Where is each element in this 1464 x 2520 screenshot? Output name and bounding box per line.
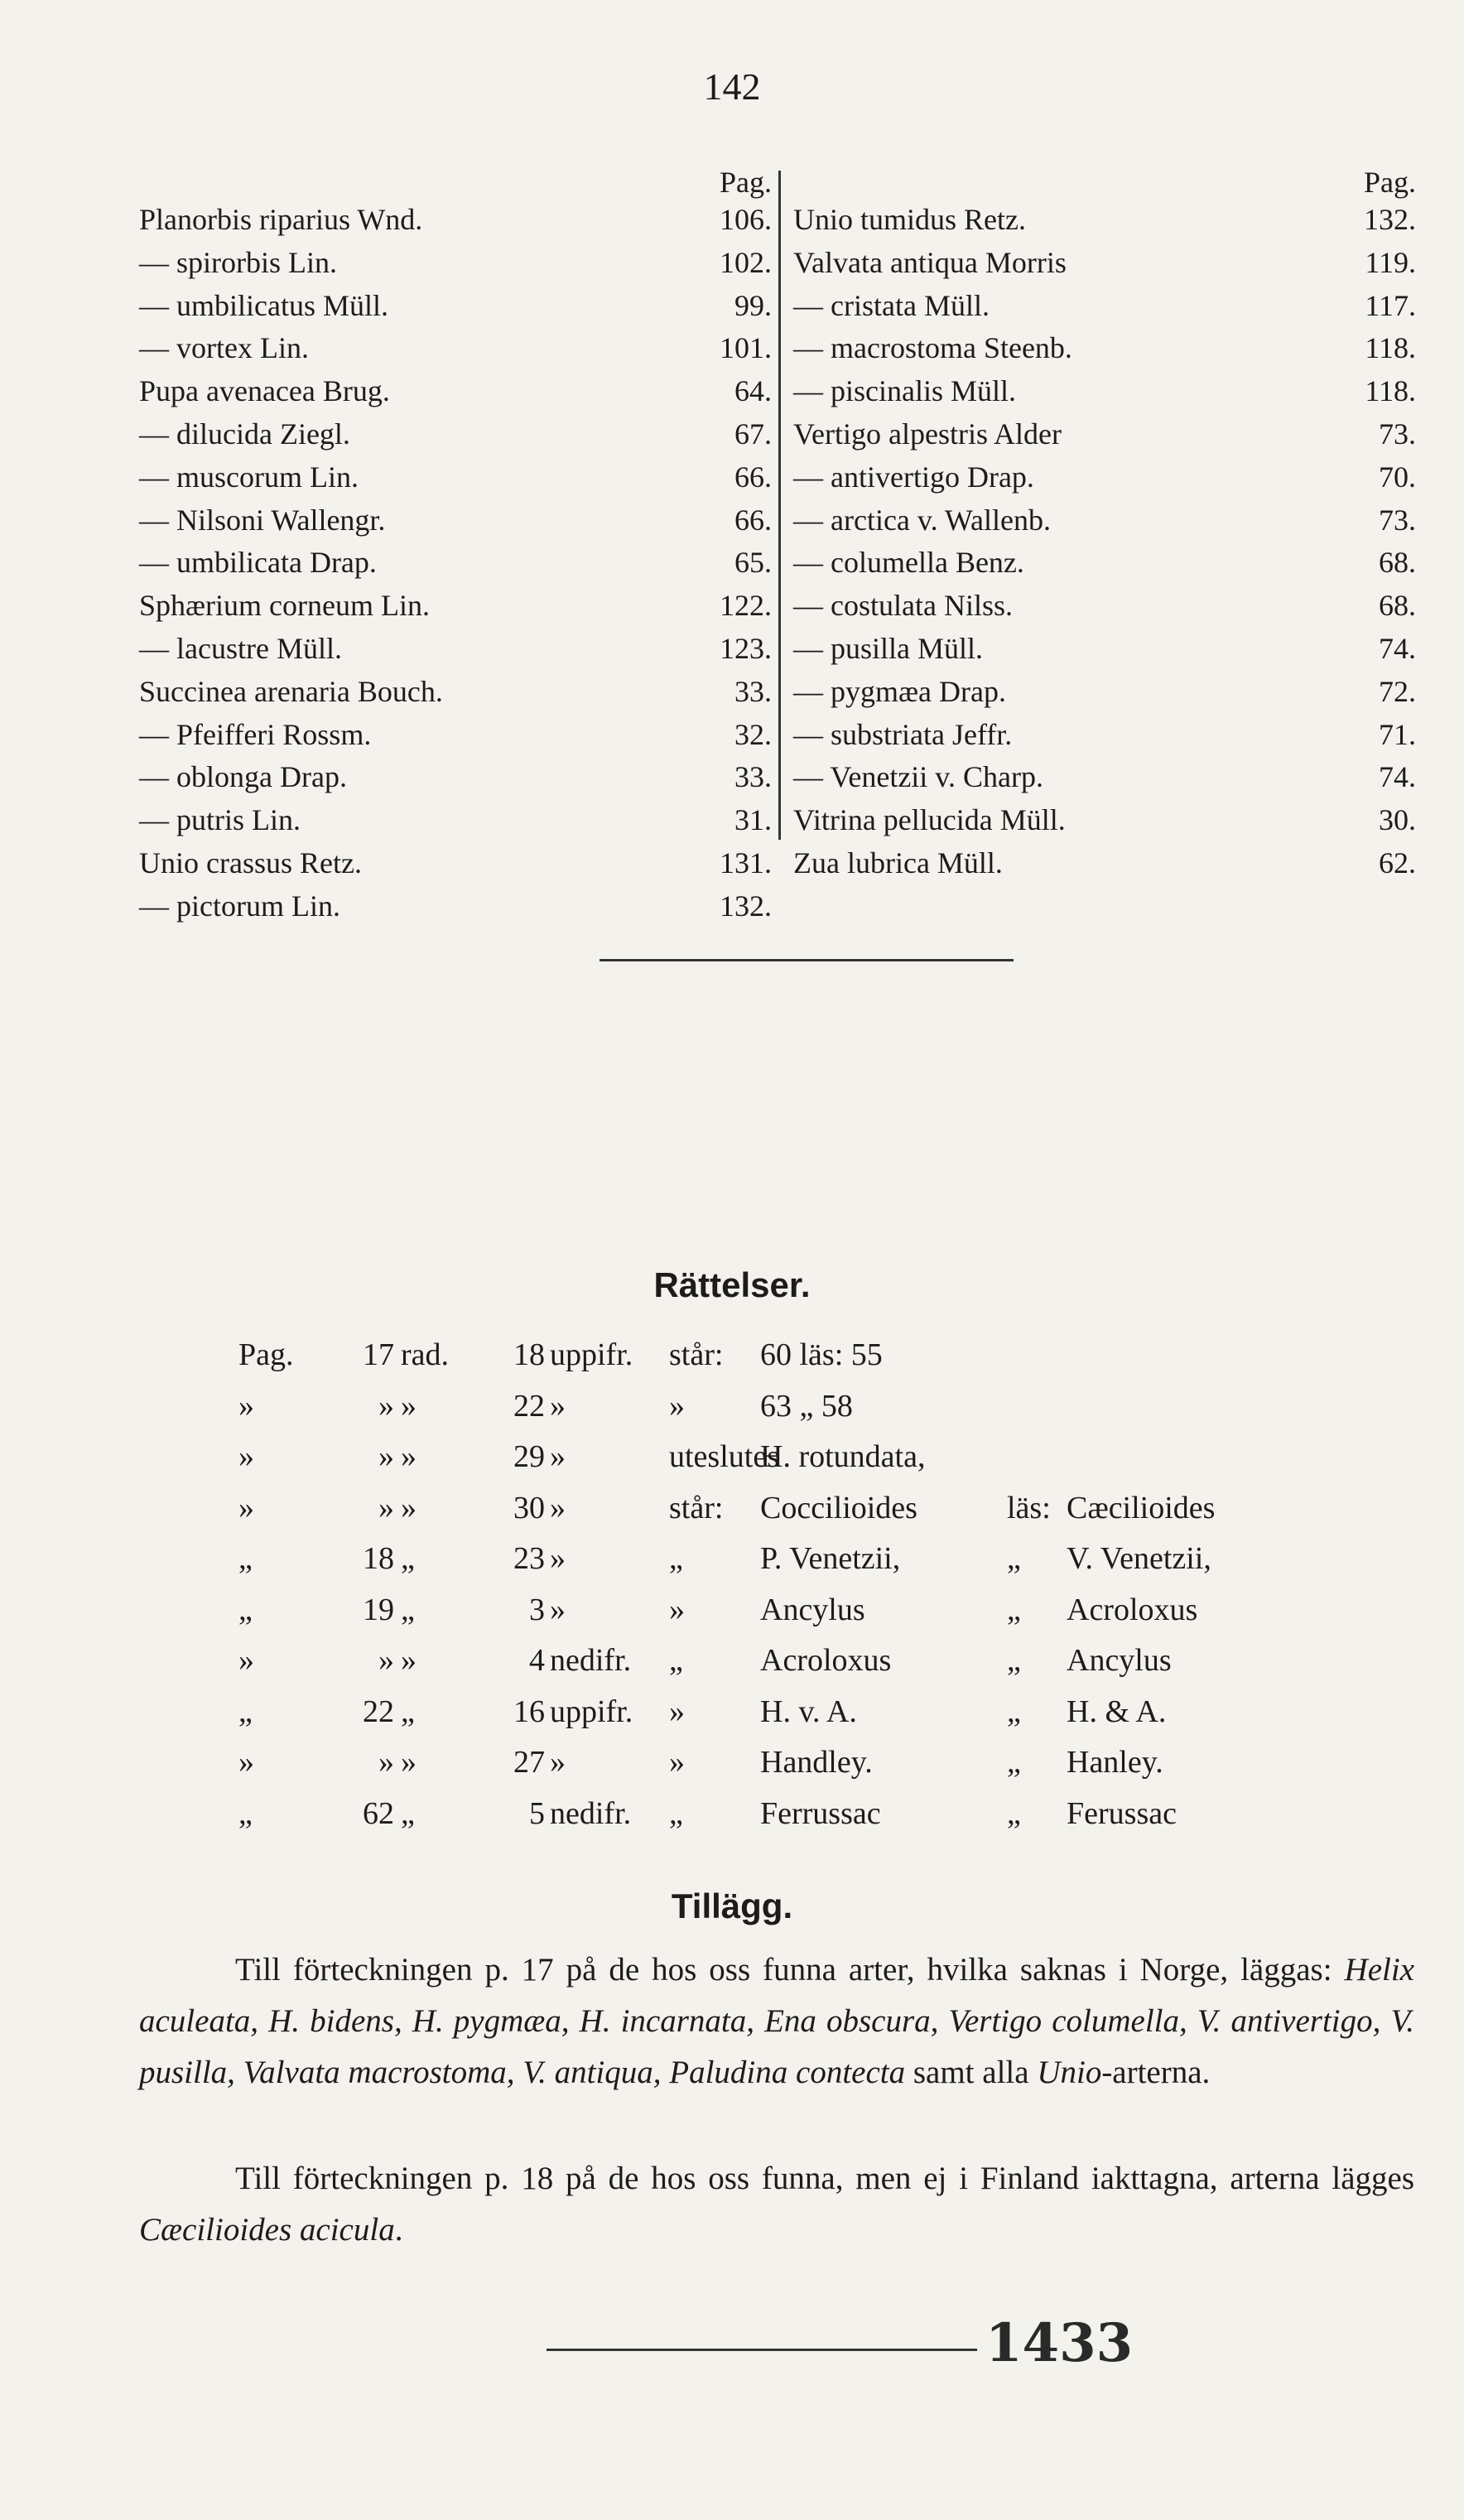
errata-cell: » [401, 1745, 417, 1780]
errata-cell: » [669, 1694, 685, 1729]
errata-cell: » [378, 1490, 394, 1525]
page-ref: 66. [734, 503, 772, 537]
species-name: — cristata Müll. [793, 288, 990, 322]
index-entry [793, 456, 1416, 499]
errata-cell: 60 läs: 55 [760, 1337, 883, 1372]
page-ref: 71. [1379, 717, 1416, 751]
page-ref: 74. [1379, 631, 1416, 665]
page-ref: 73. [1379, 417, 1416, 451]
index-entry [139, 285, 778, 328]
errata-cell: står: [669, 1337, 724, 1372]
species-name: — antivertigo Drap. [793, 460, 1034, 494]
index-entry [139, 456, 778, 499]
index-entry [793, 671, 1416, 714]
species-name: — arctica v. Wallenb. [793, 503, 1051, 537]
errata-cell: H. v. A. [760, 1694, 857, 1729]
species-name: Vitrina pellucida Müll. [793, 803, 1066, 837]
errata-cell: » [550, 1592, 566, 1627]
errata-cell: „ [401, 1694, 415, 1729]
page-ref: 33. [734, 674, 772, 708]
errata-row [238, 1687, 1315, 1737]
errata-cell: Ancylus [760, 1592, 865, 1627]
page-ref: 67. [734, 417, 772, 451]
species-name: — columella Benz. [793, 546, 1024, 580]
errata-cell: 18 [363, 1541, 394, 1576]
species-list: Helix aculeata, H. bidens, H. pygmæa, H. incarnata, Ena obscura, Vertigo columella, V. antivertigo, V. pusilla, Valvata macrostoma, V. antiqua, Paludina contecta [139, 1952, 1414, 2090]
errata-cell: » [669, 1388, 685, 1424]
index-entry [793, 585, 1416, 628]
errata-cell: „ [669, 1643, 683, 1678]
page-ref: 131. [720, 846, 772, 879]
errata-cell: Ancylus [1067, 1643, 1172, 1678]
species-name: — vortex Lin. [139, 331, 309, 365]
index-entry [139, 199, 778, 242]
errata-cell: Acroloxus [760, 1643, 892, 1678]
species-name: — lacustre Müll. [139, 631, 342, 665]
species-name: Unio tumidus Retz. [793, 203, 1026, 236]
errata-cell: „ [401, 1592, 415, 1627]
index-entry [793, 370, 1416, 413]
additions-paragraph [139, 2153, 1414, 2256]
errata-cell: „ [401, 1541, 415, 1576]
library-stamp: 1433 [985, 2312, 1134, 2374]
page-ref: 118. [1365, 331, 1416, 365]
errata-cell: 17 [363, 1337, 394, 1372]
page-ref: 30. [1379, 803, 1416, 837]
index-entry [793, 499, 1416, 542]
index-entry [139, 327, 778, 370]
errata-row [238, 1737, 1315, 1787]
errata-cell: » [401, 1643, 417, 1678]
index-entry [139, 499, 778, 542]
errata-cell: 22 [363, 1694, 394, 1729]
errata-cell: 19 [363, 1592, 394, 1627]
errata-title: Rättelser. [653, 1265, 811, 1304]
index-entry [139, 714, 778, 757]
index-entry [139, 799, 778, 842]
species-name: — dilucida Ziegl. [139, 417, 350, 451]
species-name: Valvata antiqua Morris [793, 245, 1067, 279]
errata-cell: „ [1007, 1592, 1021, 1627]
errata-cell: » [550, 1388, 566, 1424]
errata-cell: » [401, 1388, 417, 1424]
errata-cell: » [550, 1490, 566, 1525]
species-name: — macrostoma Steenb. [793, 331, 1072, 365]
errata-cell: „ [1007, 1541, 1021, 1576]
errata-cell: 18 [513, 1337, 545, 1372]
index-entry [139, 585, 778, 628]
errata-cell: Acroloxus [1067, 1592, 1198, 1627]
text: Till förteckningen p. 17 på de hos oss funna arter, hvilka saknas i Norge, läggas: [235, 1952, 1345, 1988]
pag-header: Pag. [1364, 166, 1416, 199]
page-ref: 68. [1379, 546, 1416, 580]
footer-rule [547, 2349, 977, 2351]
index-entry [793, 242, 1416, 285]
errata-cell: » [378, 1388, 394, 1424]
page-number: 142 [703, 65, 761, 108]
page-ref: 132. [720, 889, 772, 923]
page-ref: 68. [1379, 589, 1416, 623]
species-name: — Venetzii v. Charp. [793, 760, 1043, 794]
errata-cell: 30 [513, 1490, 545, 1525]
errata-cell: » [550, 1541, 566, 1576]
errata-cell: » [238, 1643, 254, 1678]
errata-cell: „ [1007, 1694, 1021, 1729]
errata-row [238, 1330, 1315, 1380]
species-name: Vertigo alpestris Alder [793, 417, 1062, 451]
page-ref: 66. [734, 460, 772, 494]
errata-cell: 16 [513, 1694, 545, 1729]
errata-cell: » [238, 1745, 254, 1780]
errata-cell: „ [669, 1795, 683, 1831]
errata-cell: „ [669, 1541, 683, 1576]
errata-cell: nedifr. [550, 1795, 632, 1831]
species-name: — pictorum Lin. [139, 889, 340, 923]
index-entry [793, 413, 1416, 456]
errata-cell: » [238, 1490, 254, 1525]
page-ref: 72. [1379, 674, 1416, 708]
index-entry [139, 542, 778, 585]
errata-cell: Handley. [760, 1745, 873, 1780]
errata-cell: „ [401, 1795, 415, 1831]
index-right-column [793, 166, 1416, 885]
species-name: — umbilicatus Müll. [139, 288, 388, 322]
species-name: Sphærium corneum Lin. [139, 589, 430, 623]
page-ref: 118. [1365, 374, 1416, 408]
species-name: Zua lubrica Müll. [793, 846, 1003, 879]
species-name: Succinea arenaria Bouch. [139, 674, 443, 708]
errata-row [238, 1636, 1315, 1685]
errata-cell: „ [238, 1694, 253, 1729]
index-entry [793, 628, 1416, 671]
page-ref: 74. [1379, 760, 1416, 794]
errata-row [238, 1483, 1315, 1533]
page-ref: 31. [734, 803, 772, 837]
index-left-column [139, 166, 778, 928]
index-entry [793, 285, 1416, 328]
errata-cell: uppifr. [550, 1694, 633, 1729]
errata-cell: H. & A. [1067, 1694, 1167, 1729]
errata-cell: » [238, 1439, 254, 1474]
errata-cell: 29 [513, 1439, 545, 1474]
page-ref: 119. [1365, 245, 1416, 279]
index-entry [139, 842, 778, 885]
errata-cell: Ferussac [1067, 1795, 1177, 1831]
index-entry [139, 628, 778, 671]
errata-cell: 23 [513, 1541, 545, 1576]
errata-cell: „ [1007, 1795, 1021, 1831]
errata-cell: „ [238, 1541, 253, 1576]
errata-cell: » [550, 1745, 566, 1780]
index-entry [139, 885, 778, 928]
errata-cell: Coccilioides [760, 1490, 917, 1525]
errata-cell: » [378, 1745, 394, 1780]
species-name: — muscorum Lin. [139, 460, 359, 494]
errata-cell: uteslutes [669, 1439, 779, 1474]
index-entry [793, 542, 1416, 585]
additions-paragraph [139, 1944, 1414, 2098]
errata-cell: » [378, 1439, 394, 1474]
errata-cell: » [550, 1439, 566, 1474]
column-divider [778, 171, 781, 840]
errata-row [238, 1534, 1315, 1583]
text: . [394, 2212, 403, 2248]
species-name: — Nilsoni Wallengr. [139, 503, 386, 537]
errata-cell: » [378, 1643, 394, 1678]
errata-cell: » [401, 1490, 417, 1525]
species-name: — pygmæa Drap. [793, 674, 1006, 708]
index-entry [139, 370, 778, 413]
errata-cell: uppifr. [550, 1337, 633, 1372]
species-name: Pupa avenacea Brug. [139, 374, 390, 408]
errata-cell: 62 [363, 1795, 394, 1831]
index-entry [139, 413, 778, 456]
page-ref: 106. [720, 203, 772, 236]
errata-cell: „ [238, 1795, 253, 1831]
page-ref: 64. [734, 374, 772, 408]
errata-cell: Pag. [238, 1337, 294, 1372]
errata-cell: „ [1007, 1745, 1021, 1780]
page-ref: 99. [734, 288, 772, 322]
species-name: Planorbis riparius Wnd. [139, 203, 423, 236]
errata-row [238, 1381, 1315, 1431]
errata-cell: Hanley. [1067, 1745, 1163, 1780]
page-ref: 33. [734, 760, 772, 794]
errata-cell: 4 [529, 1643, 545, 1678]
index-entry [793, 756, 1416, 799]
page-ref: 101. [720, 331, 772, 365]
errata-cell: P. Venetzii, [760, 1541, 901, 1576]
errata-cell: Cæcilioides [1067, 1490, 1216, 1525]
index-entry [139, 242, 778, 285]
errata-cell: 22 [513, 1388, 545, 1424]
errata-cell: » [401, 1439, 417, 1474]
errata-cell: 63 „ 58 [760, 1388, 853, 1424]
index-entry [793, 327, 1416, 370]
errata-cell: V. Venetzii, [1067, 1541, 1211, 1576]
species-name: Cæcilioides acicula [139, 2212, 395, 2248]
errata-cell: rad. [401, 1337, 450, 1372]
species-name: — piscinalis Müll. [793, 374, 1016, 408]
species-name: Unio crassus Retz. [139, 846, 362, 879]
errata-row [238, 1585, 1315, 1635]
page-ref: 122. [720, 589, 772, 623]
page-ref: 117. [1365, 288, 1416, 322]
index-entry [793, 799, 1416, 842]
errata-cell: 27 [513, 1745, 545, 1780]
page-ref: 32. [734, 717, 772, 751]
page-ref: 62. [1379, 846, 1416, 879]
page-ref: 102. [720, 245, 772, 279]
section-divider [600, 959, 1014, 961]
text: samt alla [905, 2055, 1038, 2090]
page-ref: 65. [734, 546, 772, 580]
index-entry [793, 199, 1416, 242]
index-entry [139, 671, 778, 714]
page-ref: 70. [1379, 460, 1416, 494]
species-name: — spirorbis Lin. [139, 245, 337, 279]
additions-title: Tillägg. [671, 1886, 793, 1925]
species-name: — umbilicata Drap. [139, 546, 377, 580]
errata-cell: » [669, 1592, 685, 1627]
errata-cell: 5 [529, 1795, 545, 1831]
text: -arterna. [1101, 2055, 1211, 2090]
errata-cell: » [669, 1745, 685, 1780]
species-name: — oblonga Drap. [139, 760, 347, 794]
errata-cell: H. rotundata, [760, 1439, 926, 1474]
errata-cell: » [238, 1388, 254, 1424]
index-entry [793, 842, 1416, 885]
text: Till förteckningen p. 18 på de hos oss funna, men ej i Finland iakttagna, arterna lägges [235, 2161, 1414, 2196]
index-entry [139, 756, 778, 799]
species-name: — Pfeifferi Rossm. [139, 717, 372, 751]
errata-cell: 3 [529, 1592, 545, 1627]
page-ref: 132. [1364, 203, 1416, 236]
species-name: — putris Lin. [139, 803, 301, 837]
errata-cell: läs: [1007, 1490, 1051, 1525]
errata-cell: nedifr. [550, 1643, 632, 1678]
genus-name: Unio [1037, 2055, 1102, 2090]
page-ref: 73. [1379, 503, 1416, 537]
species-name: — pusilla Müll. [793, 631, 984, 665]
species-name: — substriata Jeffr. [793, 717, 1013, 751]
errata-cell: Ferrussac [760, 1795, 881, 1831]
errata-cell: „ [238, 1592, 253, 1627]
errata-cell: står: [669, 1490, 724, 1525]
pag-header: Pag. [720, 166, 772, 199]
errata-cell: „ [1007, 1643, 1021, 1678]
index-entry [793, 714, 1416, 757]
page-ref: 123. [720, 631, 772, 665]
errata-row [238, 1432, 1315, 1482]
species-name: — costulata Nilss. [793, 589, 1013, 623]
errata-row [238, 1789, 1315, 1838]
